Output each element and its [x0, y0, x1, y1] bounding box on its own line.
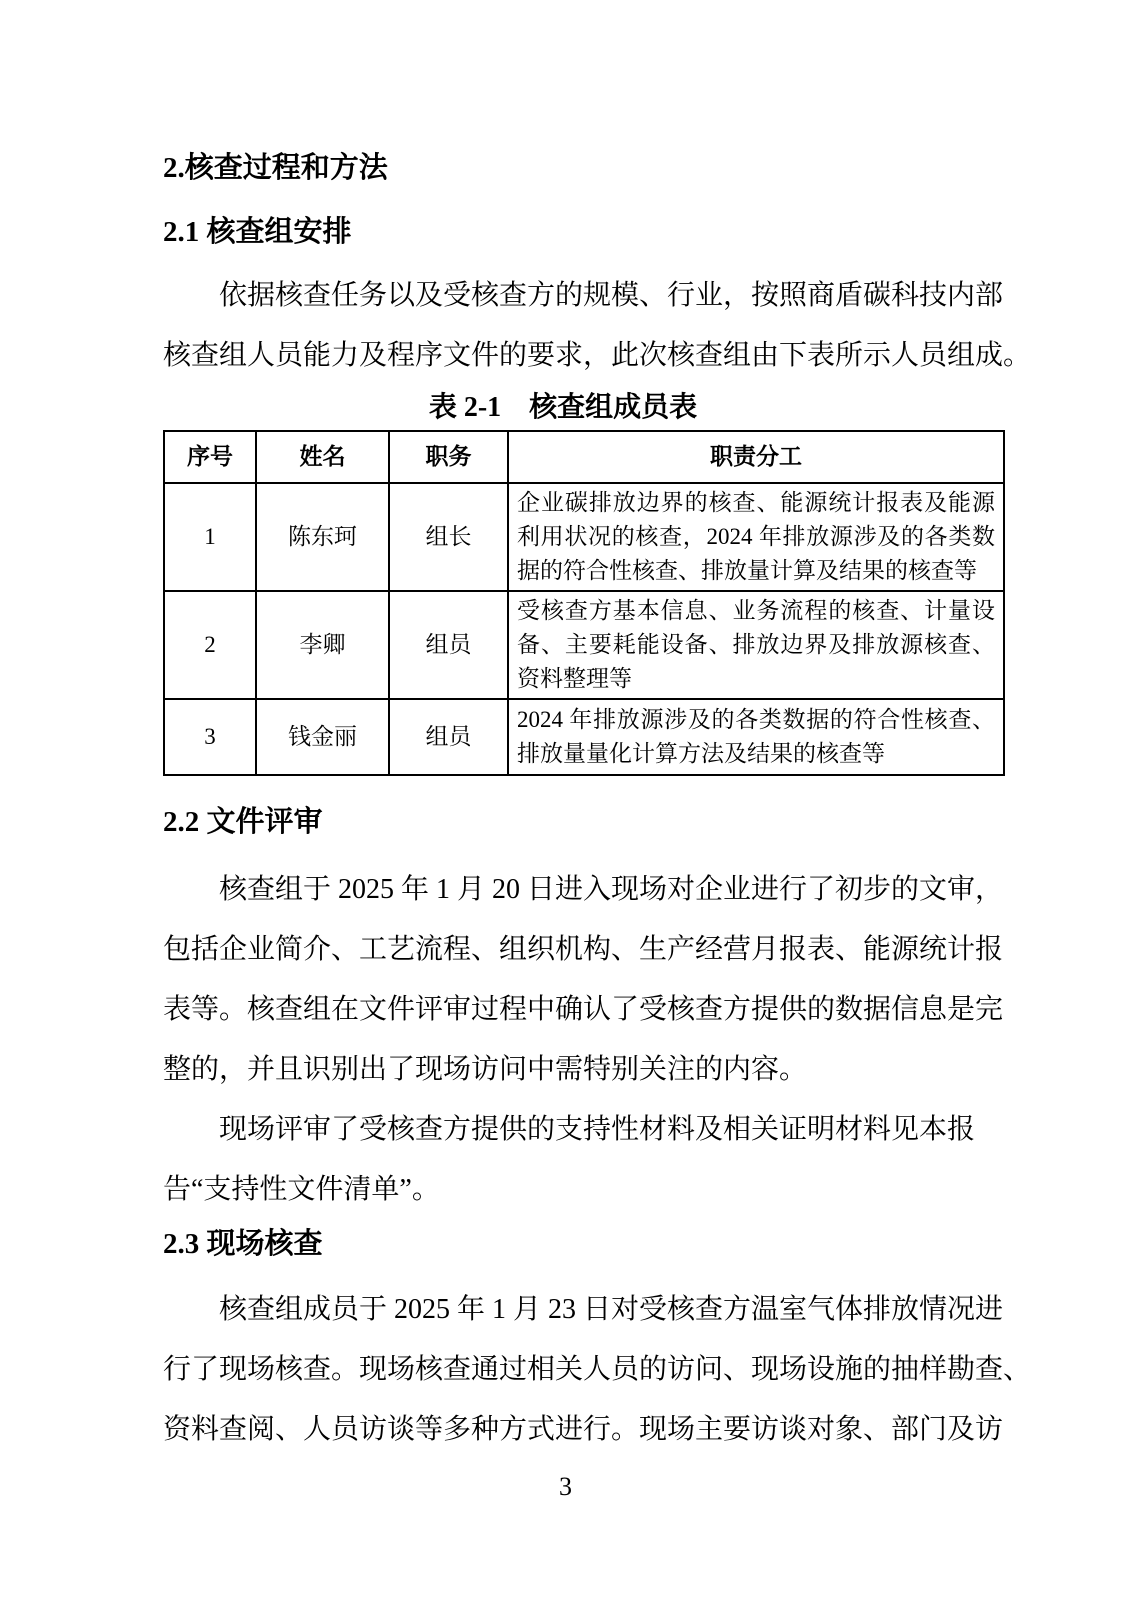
- cell-duty: 受核查方基本信息、业务流程的核查、计量设备、主要耗能设备、排放边界及排放源核查、资料整理等: [508, 591, 1004, 699]
- cell-no: 3: [164, 699, 256, 775]
- paragraph-line: 核查组人员能力及程序文件的要求，此次核查组由下表所示人员组成。: [163, 340, 1032, 371]
- paragraph-line: 依据核查任务以及受核查方的规模、行业，按照商盾碳科技内部: [219, 280, 1004, 311]
- section-heading-2-2: 2.2 文件评审: [163, 806, 323, 838]
- paragraph-document-review-1: [163, 860, 1004, 1100]
- cell-role: 组员: [389, 591, 508, 699]
- paragraph-site-verification: [163, 1280, 1032, 1460]
- column-header-name: 姓名: [256, 431, 389, 483]
- paragraph-line: 告“支持性文件清单”。: [163, 1174, 440, 1205]
- cell-duty: 企业碳排放边界的核查、能源统计报表及能源利用状况的核查，2024 年排放源涉及的各类数据的符合性核查、排放量计算及结果的核查等: [508, 483, 1004, 591]
- page-number: 3: [559, 1472, 572, 1501]
- column-header-duty: 职责分工: [508, 431, 1004, 483]
- table-row: [164, 483, 1004, 591]
- paragraph-document-review-2: [163, 1100, 976, 1220]
- cell-name: 钱金丽: [256, 699, 389, 775]
- cell-no: 2: [164, 591, 256, 699]
- paragraph-line: 核查组于 2025 年 1 月 20 日进入现场对企业进行了初步的文审，: [219, 874, 1004, 905]
- table-header-row: [164, 431, 1004, 483]
- section-heading-2: 2.核查过程和方法: [163, 152, 388, 184]
- paragraph-line: 核查组成员于 2025 年 1 月 23 日对受核查方温室气体排放情况进: [219, 1294, 1004, 1325]
- table-caption: 表 2-1 核查组成员表: [428, 392, 698, 423]
- cell-duty: 2024 年排放源涉及的各类数据的符合性核查、排放量量化计算方法及结果的核查等: [508, 699, 1004, 775]
- table-row: [164, 699, 1004, 775]
- cell-name: 李卿: [256, 591, 389, 699]
- paragraph-line: 整的，并且识别出了现场访问中需特别关注的内容。: [163, 1054, 808, 1085]
- verification-team-table: [163, 430, 1005, 776]
- cell-no: 1: [164, 483, 256, 591]
- section-heading-2-1: 2.1 核查组安排: [163, 216, 352, 248]
- section-heading-2-3: 2.3 现场核查: [163, 1228, 323, 1260]
- cell-role: 组长: [389, 483, 508, 591]
- table-row: [164, 591, 1004, 699]
- paragraph-line: 现场评审了受核查方提供的支持性材料及相关证明材料见本报: [219, 1114, 976, 1145]
- column-header-role: 职务: [389, 431, 508, 483]
- cell-name: 陈东珂: [256, 483, 389, 591]
- paragraph-line: 资料查阅、人员访谈等多种方式进行。现场主要访谈对象、部门及访: [163, 1414, 1004, 1445]
- paragraph-line: 表等。核查组在文件评审过程中确认了受核查方提供的数据信息是完: [163, 994, 1004, 1025]
- paragraph-team-arrangement: [163, 266, 1032, 386]
- page-content: [163, 0, 1032, 1460]
- paragraph-line: 行了现场核查。现场核查通过相关人员的访问、现场设施的抽样勘查、: [163, 1354, 1032, 1385]
- paragraph-line: 包括企业简介、工艺流程、组织机构、生产经营月报表、能源统计报: [163, 934, 1004, 965]
- cell-role: 组员: [389, 699, 508, 775]
- column-header-no: 序号: [164, 431, 256, 483]
